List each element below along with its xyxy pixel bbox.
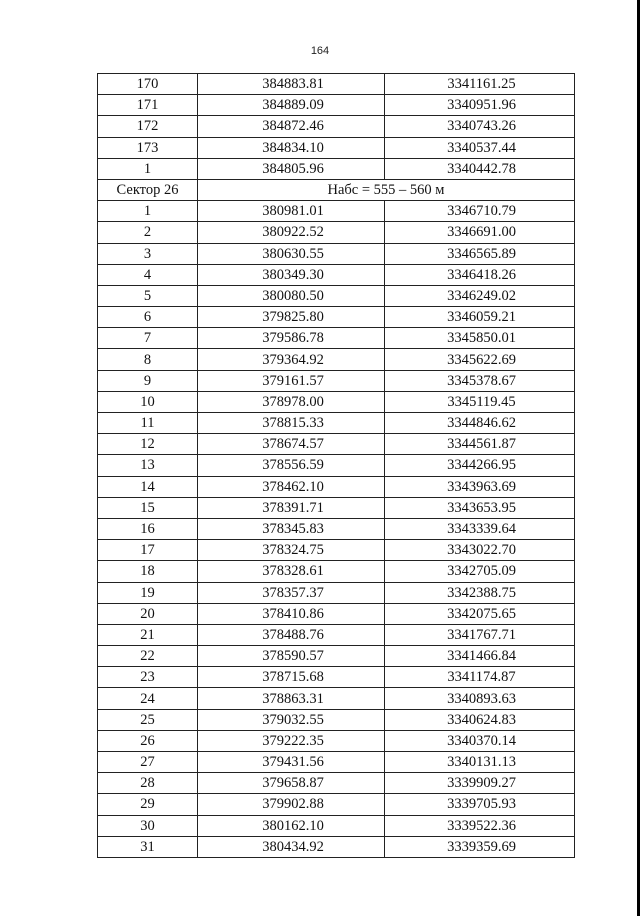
y-coordinate-cell: 3342705.09 (385, 561, 575, 582)
table-row (98, 264, 575, 285)
table-row (98, 518, 575, 539)
point-number-cell: 5 (98, 285, 198, 306)
x-coordinate-cell: 379431.56 (198, 752, 385, 773)
x-coordinate-cell: 379032.55 (198, 709, 385, 730)
y-coordinate-cell: 3343653.95 (385, 497, 575, 518)
x-coordinate-cell: 379658.87 (198, 773, 385, 794)
x-coordinate-cell: 378391.71 (198, 497, 385, 518)
point-number-cell: 170 (98, 74, 198, 95)
x-coordinate-cell: 378488.76 (198, 624, 385, 645)
table-row (98, 455, 575, 476)
point-number-cell: 31 (98, 836, 198, 857)
x-coordinate-cell: 380630.55 (198, 243, 385, 264)
table-row (98, 561, 575, 582)
x-coordinate-cell: 380981.01 (198, 201, 385, 222)
x-coordinate-cell: 379586.78 (198, 328, 385, 349)
x-coordinate-cell: 378590.57 (198, 646, 385, 667)
table-row (98, 349, 575, 370)
y-coordinate-cell: 3339909.27 (385, 773, 575, 794)
table-row (98, 137, 575, 158)
y-coordinate-cell: 3345622.69 (385, 349, 575, 370)
point-number-cell: 25 (98, 709, 198, 730)
table-row (98, 709, 575, 730)
y-coordinate-cell: 3344266.95 (385, 455, 575, 476)
point-number-cell: 22 (98, 646, 198, 667)
y-coordinate-cell: 3339522.36 (385, 815, 575, 836)
y-coordinate-cell: 3340951.96 (385, 95, 575, 116)
point-number-cell: 7 (98, 328, 198, 349)
table-row (98, 497, 575, 518)
point-number-cell: 26 (98, 730, 198, 751)
point-number-cell: 14 (98, 476, 198, 497)
table-row (98, 307, 575, 328)
table-row (98, 815, 575, 836)
point-number-cell: 23 (98, 667, 198, 688)
point-number-cell: 27 (98, 752, 198, 773)
point-number-cell: 1 (98, 201, 198, 222)
coordinates-table-body (98, 74, 575, 858)
x-coordinate-cell: 379902.88 (198, 794, 385, 815)
sector-header-row (98, 179, 575, 200)
point-number-cell: 18 (98, 561, 198, 582)
point-number-cell: 12 (98, 434, 198, 455)
point-number-cell: 21 (98, 624, 198, 645)
table-row (98, 222, 575, 243)
x-coordinate-cell: 378328.61 (198, 561, 385, 582)
x-coordinate-cell: 378978.00 (198, 391, 385, 412)
table-row (98, 201, 575, 222)
y-coordinate-cell: 3342075.65 (385, 603, 575, 624)
y-coordinate-cell: 3341767.71 (385, 624, 575, 645)
table-row (98, 688, 575, 709)
x-coordinate-cell: 380434.92 (198, 836, 385, 857)
point-number-cell: 173 (98, 137, 198, 158)
table-row (98, 95, 575, 116)
point-number-cell: 4 (98, 264, 198, 285)
table-row (98, 730, 575, 751)
table-row (98, 667, 575, 688)
y-coordinate-cell: 3344561.87 (385, 434, 575, 455)
y-coordinate-cell: 3340131.13 (385, 752, 575, 773)
table-row (98, 646, 575, 667)
y-coordinate-cell: 3339359.69 (385, 836, 575, 857)
table-row (98, 476, 575, 497)
point-number-cell: 8 (98, 349, 198, 370)
y-coordinate-cell: 3340893.63 (385, 688, 575, 709)
point-number-cell: 20 (98, 603, 198, 624)
y-coordinate-cell: 3340743.26 (385, 116, 575, 137)
y-coordinate-cell: 3340370.14 (385, 730, 575, 751)
table-row (98, 116, 575, 137)
y-coordinate-cell: 3345119.45 (385, 391, 575, 412)
sector-label: Сектор 26 (98, 179, 198, 200)
table-row (98, 624, 575, 645)
table-row (98, 413, 575, 434)
y-coordinate-cell: 3343963.69 (385, 476, 575, 497)
y-coordinate-cell: 3345850.01 (385, 328, 575, 349)
x-coordinate-cell: 384834.10 (198, 137, 385, 158)
y-coordinate-cell: 3346418.26 (385, 264, 575, 285)
y-coordinate-cell: 3344846.62 (385, 413, 575, 434)
x-coordinate-cell: 378556.59 (198, 455, 385, 476)
point-number-cell: 11 (98, 413, 198, 434)
y-coordinate-cell: 3343339.64 (385, 518, 575, 539)
y-coordinate-cell: 3341466.84 (385, 646, 575, 667)
point-number-cell: 16 (98, 518, 198, 539)
x-coordinate-cell: 379364.92 (198, 349, 385, 370)
point-number-cell: 172 (98, 116, 198, 137)
point-number-cell: 10 (98, 391, 198, 412)
point-number-cell: 6 (98, 307, 198, 328)
y-coordinate-cell: 3342388.75 (385, 582, 575, 603)
y-coordinate-cell: 3346710.79 (385, 201, 575, 222)
point-number-cell: 3 (98, 243, 198, 264)
x-coordinate-cell: 380162.10 (198, 815, 385, 836)
x-coordinate-cell: 378815.33 (198, 413, 385, 434)
x-coordinate-cell: 379825.80 (198, 307, 385, 328)
x-coordinate-cell: 378410.86 (198, 603, 385, 624)
y-coordinate-cell: 3343022.70 (385, 540, 575, 561)
point-number-cell: 171 (98, 95, 198, 116)
x-coordinate-cell: 378863.31 (198, 688, 385, 709)
page-number: 164 (310, 45, 330, 57)
x-coordinate-cell: 378715.68 (198, 667, 385, 688)
table-row (98, 370, 575, 391)
y-coordinate-cell: 3346691.00 (385, 222, 575, 243)
x-coordinate-cell: 380922.52 (198, 222, 385, 243)
point-number-cell: 13 (98, 455, 198, 476)
y-coordinate-cell: 3346249.02 (385, 285, 575, 306)
table-row (98, 285, 575, 306)
point-number-cell: 17 (98, 540, 198, 561)
y-coordinate-cell: 3340442.78 (385, 158, 575, 179)
x-coordinate-cell: 378357.37 (198, 582, 385, 603)
x-coordinate-cell: 380349.30 (198, 264, 385, 285)
y-coordinate-cell: 3346059.21 (385, 307, 575, 328)
point-number-cell: 24 (98, 688, 198, 709)
table-row (98, 74, 575, 95)
x-coordinate-cell: 378462.10 (198, 476, 385, 497)
y-coordinate-cell: 3341174.87 (385, 667, 575, 688)
table-row (98, 603, 575, 624)
y-coordinate-cell: 3345378.67 (385, 370, 575, 391)
table-row (98, 794, 575, 815)
point-number-cell: 2 (98, 222, 198, 243)
x-coordinate-cell: 384883.81 (198, 74, 385, 95)
table-row (98, 328, 575, 349)
table-row (98, 434, 575, 455)
point-number-cell: 19 (98, 582, 198, 603)
point-number-cell: 9 (98, 370, 198, 391)
x-coordinate-cell: 384805.96 (198, 158, 385, 179)
x-coordinate-cell: 384889.09 (198, 95, 385, 116)
x-coordinate-cell: 378345.83 (198, 518, 385, 539)
table-row (98, 836, 575, 857)
table-row (98, 243, 575, 264)
table-row (98, 391, 575, 412)
x-coordinate-cell: 384872.46 (198, 116, 385, 137)
y-coordinate-cell: 3340624.83 (385, 709, 575, 730)
table-row (98, 540, 575, 561)
y-coordinate-cell: 3341161.25 (385, 74, 575, 95)
y-coordinate-cell: 3339705.93 (385, 794, 575, 815)
x-coordinate-cell: 378674.57 (198, 434, 385, 455)
table-row (98, 752, 575, 773)
y-coordinate-cell: 3346565.89 (385, 243, 575, 264)
point-number-cell: 28 (98, 773, 198, 794)
x-coordinate-cell: 379161.57 (198, 370, 385, 391)
point-number-cell: 30 (98, 815, 198, 836)
point-number-cell: 29 (98, 794, 198, 815)
y-coordinate-cell: 3340537.44 (385, 137, 575, 158)
x-coordinate-cell: 379222.35 (198, 730, 385, 751)
point-number-cell: 15 (98, 497, 198, 518)
x-coordinate-cell: 378324.75 (198, 540, 385, 561)
table-row (98, 582, 575, 603)
sector-elevation: Набс = 555 – 560 м (198, 179, 575, 200)
table-row (98, 158, 575, 179)
coordinates-table (97, 73, 575, 858)
point-number-cell: 1 (98, 158, 198, 179)
x-coordinate-cell: 380080.50 (198, 285, 385, 306)
table-row (98, 773, 575, 794)
